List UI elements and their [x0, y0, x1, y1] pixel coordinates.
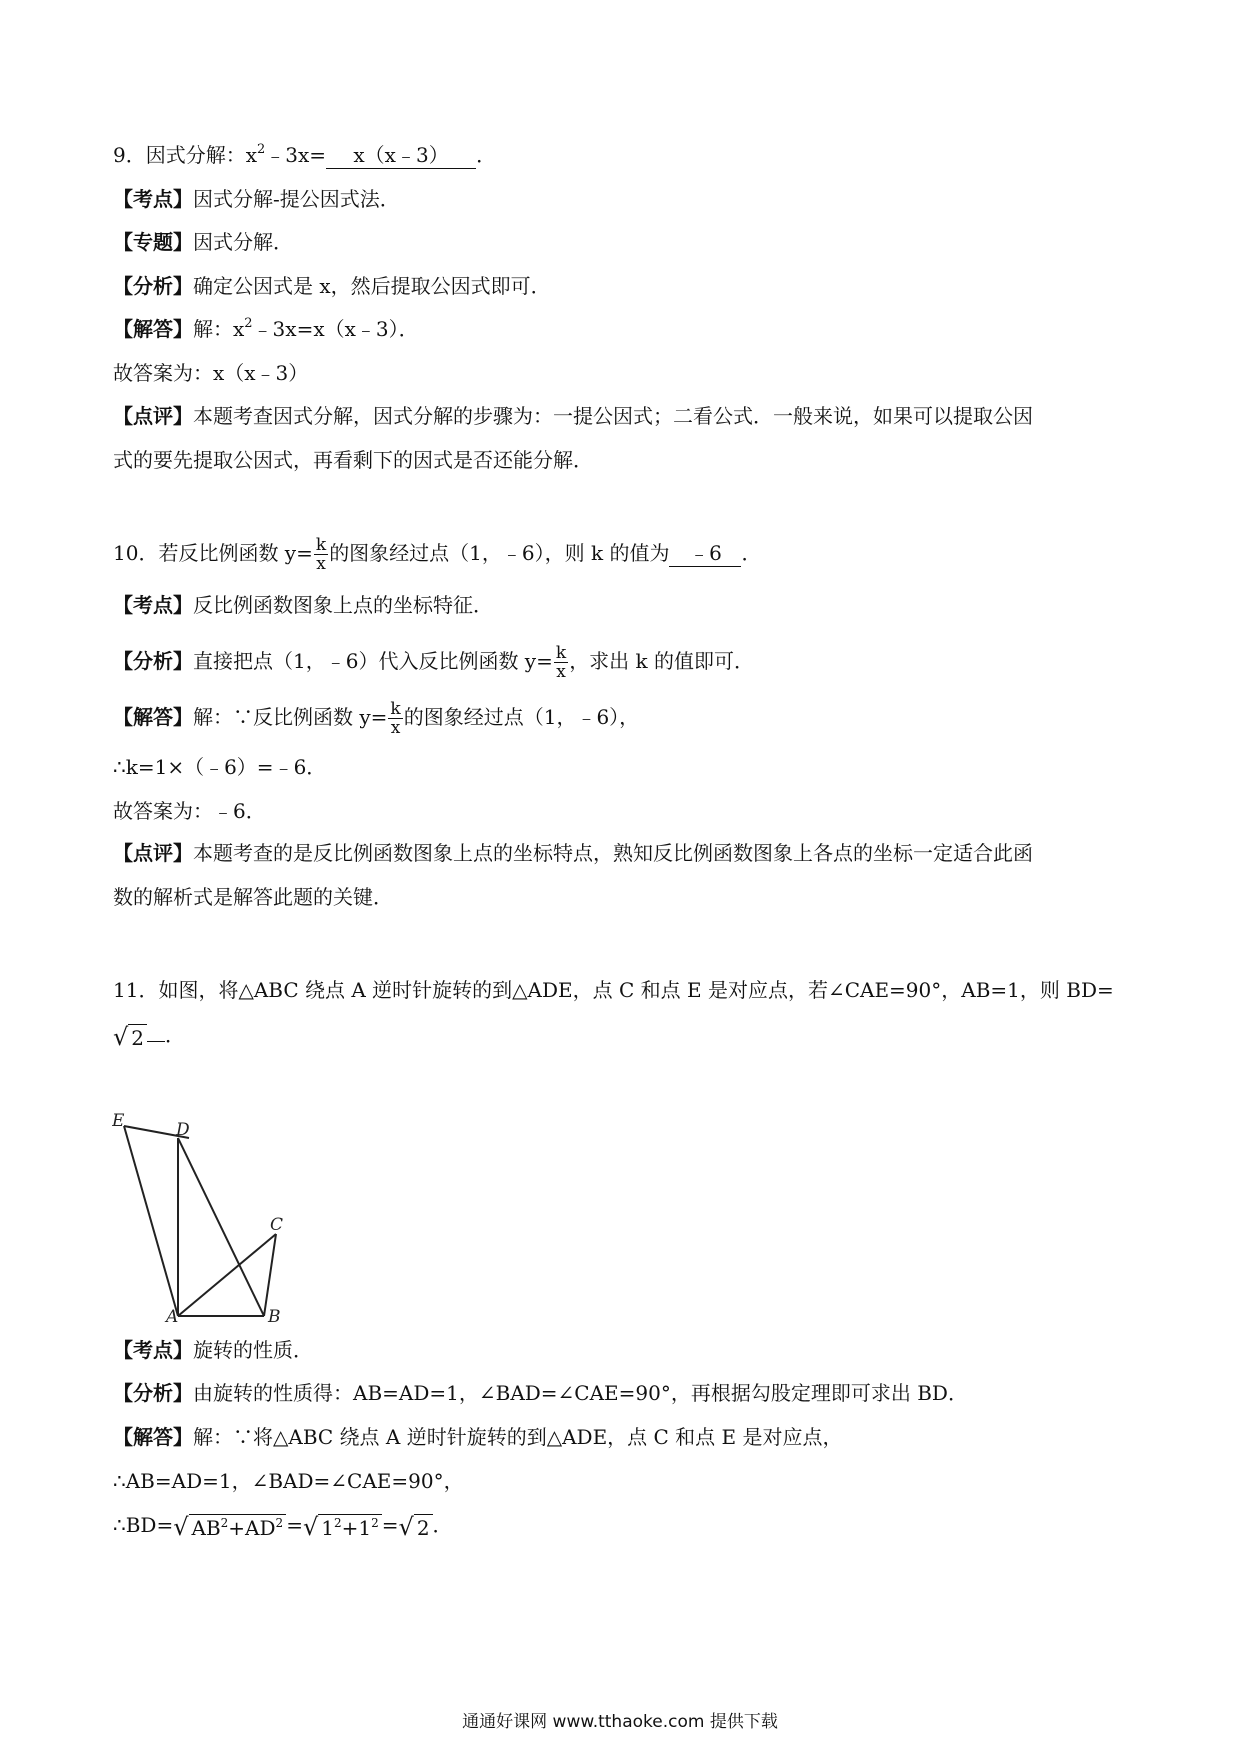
q11-fenxi: 【分析】由旋转的性质得：AB=AD=1，∠BAD=∠CAE=90°，再根据勾股定理即可求出 BD．	[113, 1381, 968, 1405]
q10-fenxi: 【分析】直接把点（1，﹣6）代入反比例函数 y= $\frac{k}{x}$ ，求出 k 的值即可．	[113, 643, 755, 682]
q10-answer-blank: ﹣6	[669, 540, 741, 567]
page-footer: 通通好课网 www.tthaoke.com 提供下载	[462, 1712, 778, 1732]
rotation-figure	[112, 1108, 322, 1323]
q9-answer-blank: x（x﹣3）	[326, 142, 476, 169]
q11-step1: ∴AB=AD=1，∠BAD=∠CAE=90°，	[113, 1469, 464, 1493]
q9-jieda: 【解答】解：$x^2﹣3x=x(x﹣3)$．	[113, 316, 419, 341]
q11-stem: 11．如图，将△ABC 绕点 A 逆时针旋转的到△ADE，点 C 和点 E 是对应点，若∠CAE=90°，AB=1，则 BD=	[113, 978, 1114, 1002]
fraction-k-over-x: $\frac{k}{x}$	[555, 643, 567, 682]
q9-fenxi: 【分析】确定公因式是 x，然后提取公因式即可．	[113, 274, 551, 298]
q9-dianping: 【点评】本题考查因式分解，因式分解的步骤为：一提公因式；二看公式．一般来说，如果可以提取公因	[113, 404, 1033, 428]
q11-step2: ∴BD= √ $AB^2+AD^2$ = √ $1^2+1^2$ = √ 2 ．	[113, 1512, 453, 1541]
segment-EA	[124, 1126, 178, 1316]
segment-DB	[178, 1138, 264, 1316]
q10-guda: 故答案为：﹣6．	[113, 799, 266, 823]
segment-CB	[264, 1234, 276, 1316]
sqrt-ab2-ad2: √ $AB^2+AD^2$	[173, 1513, 286, 1541]
q10-kaodian: 【考点】反比例函数图象上点的坐标特征．	[113, 593, 493, 617]
sqrt-2: √ 2	[399, 1513, 433, 1541]
sqrt-1-squared-plus-1-squared: √ $1^2+1^2$	[303, 1513, 382, 1541]
q11-jieda: 【解答】解：∵将△ABC 绕点 A 逆时针旋转的到△ADE，点 C 和点 E 是对应点，	[113, 1425, 843, 1449]
label-B: B	[268, 1307, 281, 1323]
q10-calc: ∴k=1×（﹣6）=﹣6．	[113, 755, 327, 779]
q11-kaodian: 【考点】旋转的性质．	[113, 1338, 313, 1362]
label-A: A	[166, 1307, 179, 1323]
q9-stem: 9．因式分解：$x^2﹣3x=$ x（x﹣3） ．	[113, 142, 497, 167]
q10-dianping: 【点评】本题考查的是反比例函数图象上点的坐标特点，熟知反比例函数图象上各点的坐标一定适合此函	[113, 841, 1033, 865]
sqrt-2: √ 2	[113, 1023, 147, 1051]
segment-AC	[178, 1234, 276, 1316]
fraction-k-over-x: $\frac{k}{x}$	[315, 535, 327, 574]
q10-jieda: 【解答】解：∵反比例函数 y= $\frac{k}{x}$ 的图象经过点（1，﹣6），	[113, 699, 640, 738]
q10-dianping-cont: 数的解析式是解答此题的关键．	[113, 885, 393, 909]
label-E: E	[112, 1111, 125, 1131]
q9-kaodian: 【考点】因式分解-提公因式法．	[113, 187, 400, 211]
q9-guda: 故答案为：x（x﹣3）	[113, 361, 309, 385]
q11-answer-blank	[147, 1041, 165, 1042]
fraction-k-over-x: $\frac{k}{x}$	[390, 699, 401, 738]
q9-dianping-cont: 式的要先提取公因式，再看剩下的因式是否还能分解．	[113, 448, 593, 472]
q10-stem: 10．若反比例函数 y= $\frac{k}{x}$ 的图象经过点（1，﹣6），则 k 的值为 ﹣6 ．	[113, 535, 762, 574]
q9-zhuanti: 【专题】因式分解．	[113, 230, 293, 254]
q11-answer: √ 2 ．	[113, 1022, 186, 1051]
label-D: D	[176, 1120, 190, 1140]
label-C: C	[270, 1215, 284, 1235]
